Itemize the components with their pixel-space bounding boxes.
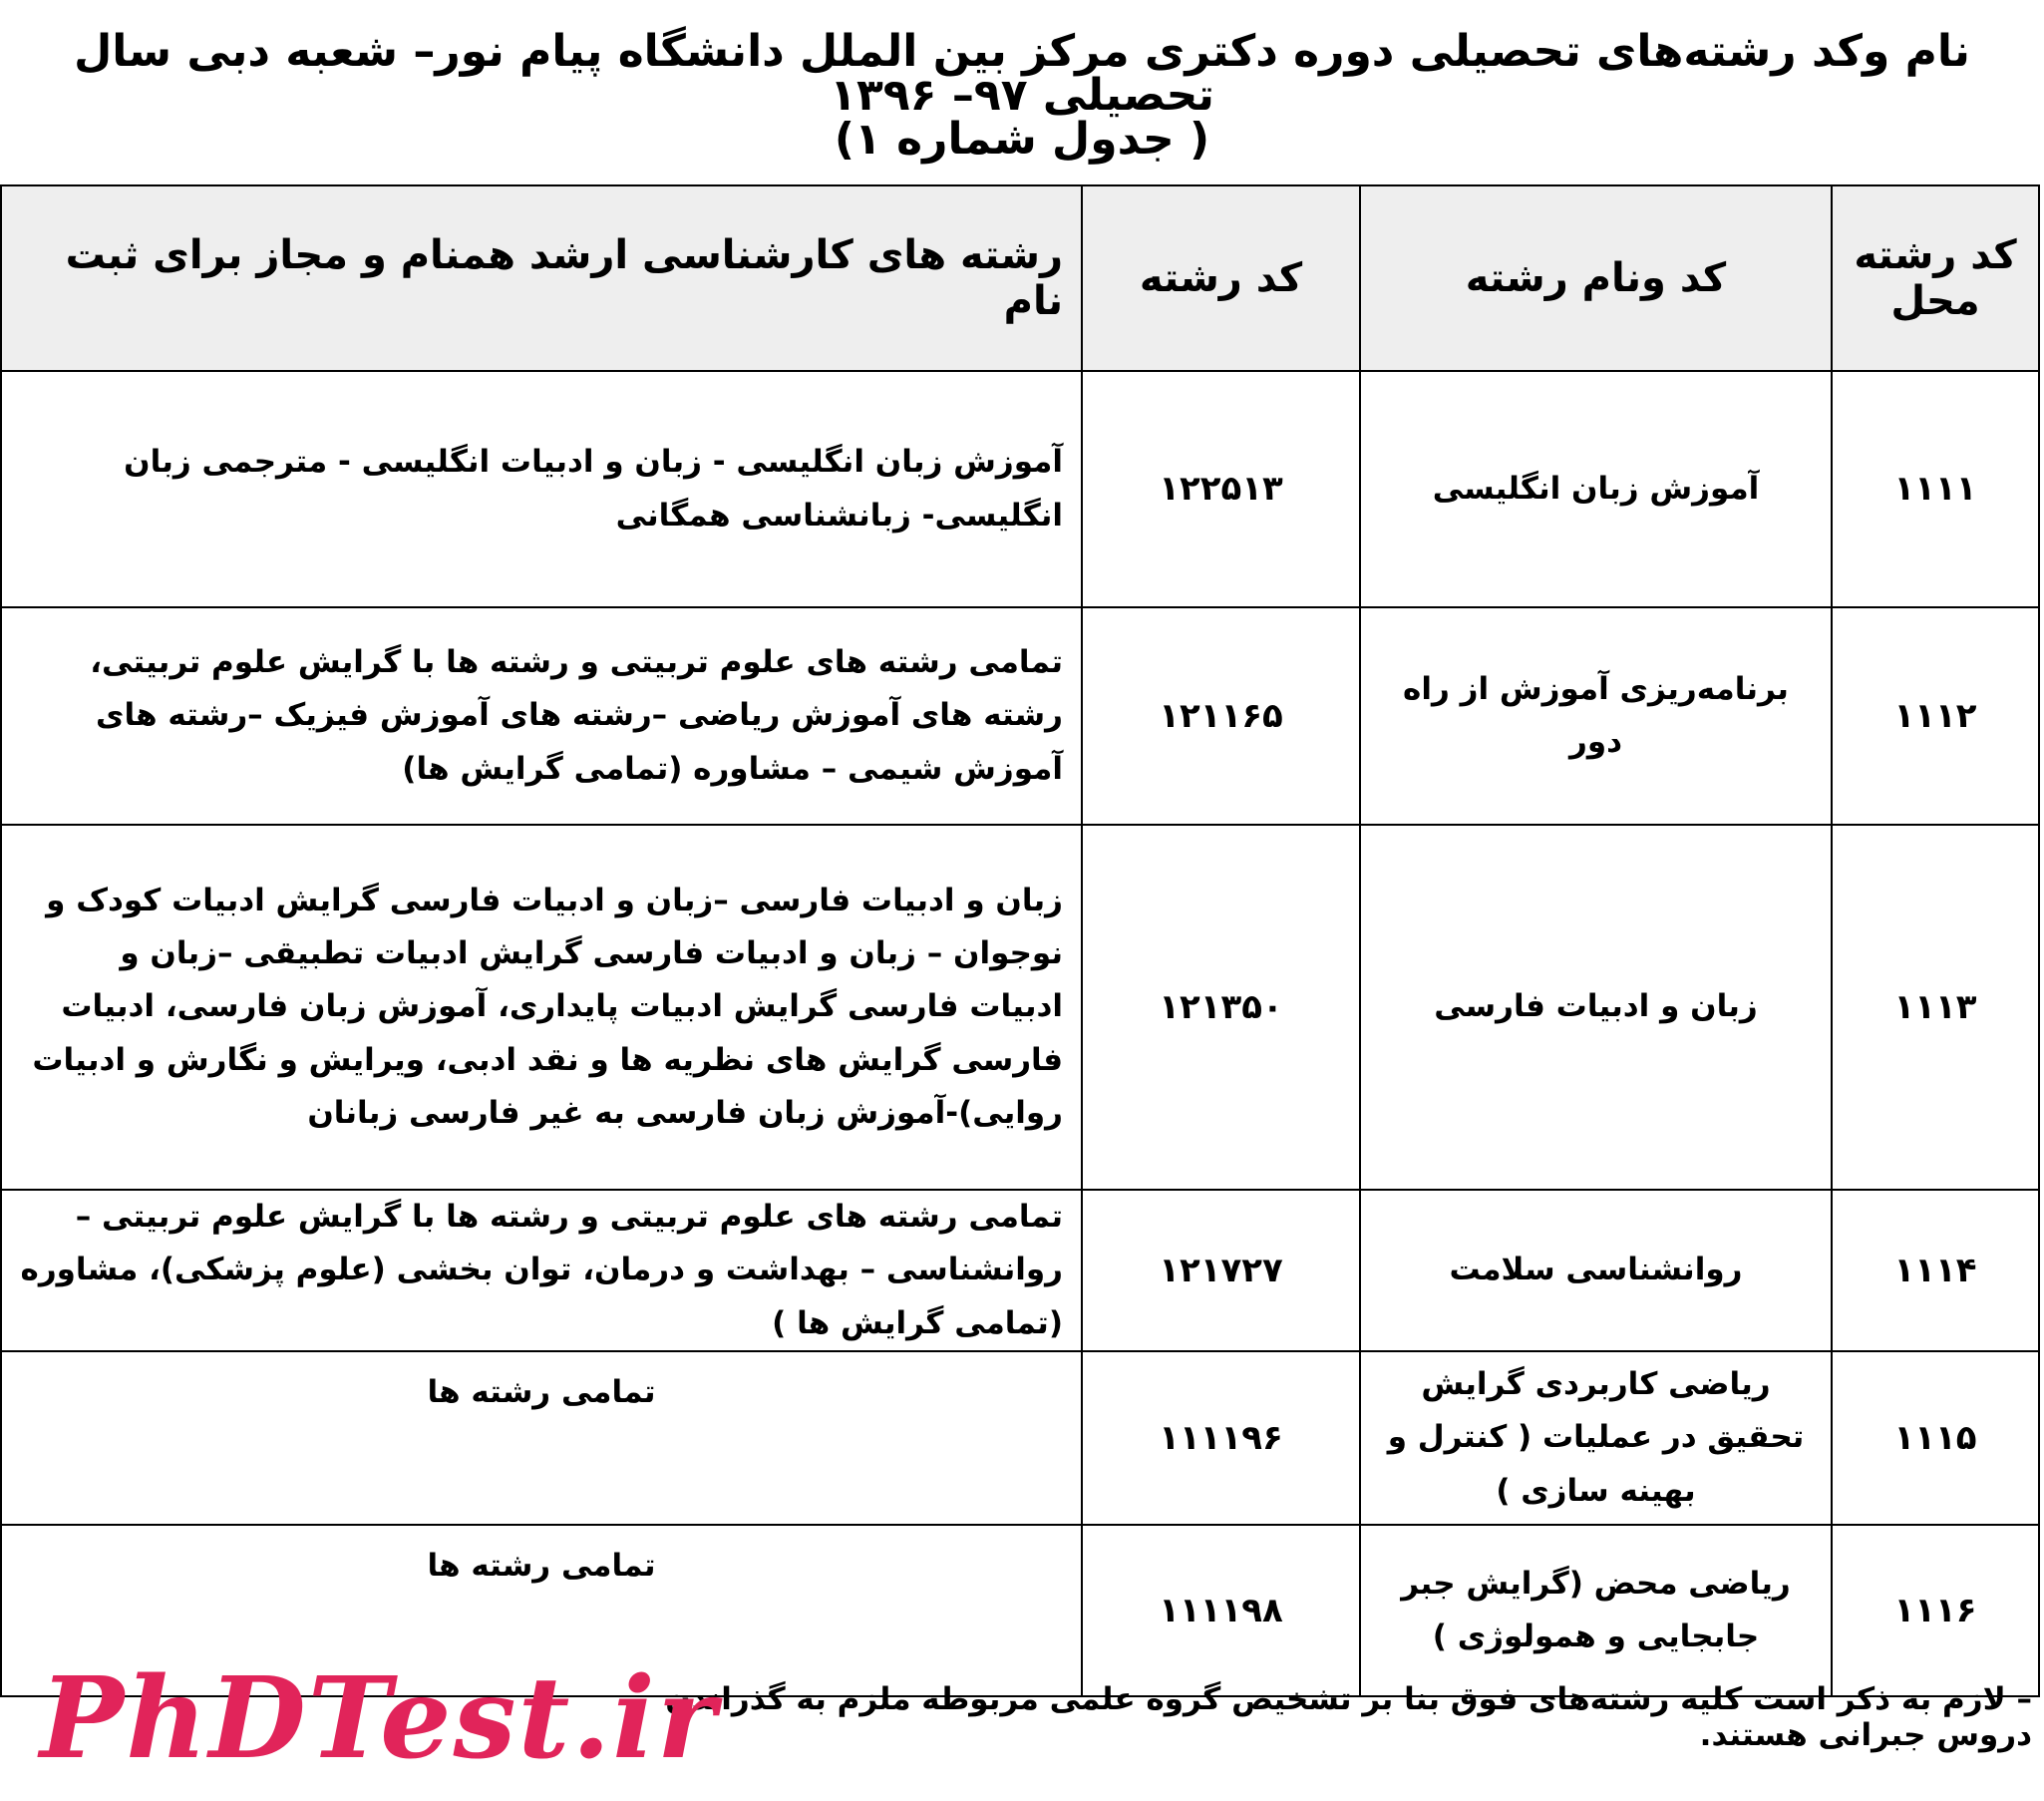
related-fields-cell: تمامی رشته های علوم تربیتی و رشته ها با گرایش علوم تربیتی –روانشناسی – بهداشت و درمان، توان بخشی (علوم پزشکی)، مشاوره (تمامی گرایش ها ) [1, 1190, 1082, 1351]
field-code-cell: ۱۲۱۳۵۰ [1082, 825, 1360, 1190]
table-caption: ( جدول شماره ۱) [834, 114, 1210, 165]
brand-logo: PhDTest.ir [40, 1653, 718, 1784]
related-fields-cell: تمامی رشته ها [1, 1525, 1082, 1696]
field-name-cell: ریاضی کاربردی گرایش تحقیق در عملیات ( کنترل و بهینه سازی ) [1360, 1351, 1832, 1525]
related-fields-cell: تمامی رشته های علوم تربیتی و رشته ها با گرایش علوم تربیتی، رشته های آموزش ریاضی –رشته های آموزش فیزیک –رشته های آموزش شیمی – مشاوره (تمامی گرایش ها) [1, 607, 1082, 825]
table-row [1, 1190, 2039, 1351]
header-place-code: کد رشته محل [1832, 185, 2039, 371]
field-code-cell: ۱۱۱۱۹۸ [1082, 1525, 1360, 1696]
table-row [1, 607, 2039, 825]
table-row [1, 1351, 2039, 1525]
header-related-fields: رشته های کارشناسی ارشد همنام و مجاز برای ثبت نام [1, 185, 1082, 371]
place-code-cell: ۱۱۱۱ [1832, 371, 2039, 607]
field-name-cell: آموزش زبان انگلیسی [1360, 371, 1832, 607]
field-name-cell: روانشناسی سلامت [1360, 1190, 1832, 1351]
place-code-cell: ۱۱۱۶ [1832, 1525, 2039, 1696]
place-code-cell: ۱۱۱۵ [1832, 1351, 2039, 1525]
header-field-code: کد رشته [1082, 185, 1360, 371]
table-row [1, 371, 2039, 607]
fields-table [0, 184, 2040, 1697]
table-row [1, 825, 2039, 1190]
field-code-cell: ۱۲۱۷۲۷ [1082, 1190, 1360, 1351]
place-code-cell: ۱۱۱۲ [1832, 607, 2039, 825]
place-code-cell: ۱۱۱۴ [1832, 1190, 2039, 1351]
field-name-cell: برنامه‌ریزی آموزش از راه دور [1360, 607, 1832, 825]
field-code-cell: ۱۲۱۱۶۵ [1082, 607, 1360, 825]
footer-note: – لازم به ذکر است کلیه رشته‌های فوق بنا بر تشخیص گروه علمی مربوطه ملزم به گذراندن دروس جبرانی هستند. [665, 1681, 2032, 1753]
page-title: نام وکد رشته‌های تحصیلی دوره دکتری مرکز بین الملل دانشگاه پیام نور– شعبه دبی سال تحصیلی ۹۷– ۱۳۹۶ [74, 26, 1970, 121]
table-header-row [1, 185, 2039, 371]
related-fields-cell: آموزش زبان انگلیسی - زبان و ادبیات انگلیسی - مترجمی زبان انگلیسی- زبانشناسی همگانی [1, 371, 1082, 607]
related-fields-cell: تمامی رشته ها [1, 1351, 1082, 1525]
related-fields-cell: زبان و ادبیات فارسی –زبان و ادبیات فارسی گرایش ادبیات کودک و نوجوان – زبان و ادبیات فارسی گرایش ادبیات تطبیقی –زبان و ادبیات فارسی گرایش ادبیات پایداری، آموزش زبان فارسی، ادبیات فارسی گرایش های نظریه ها و نقد ادبی، ویرایش و نگارش و ادبیات روایی)-آموزش زبان فارسی به غیر فارسی زبانان [1, 825, 1082, 1190]
field-code-cell: ۱۲۲۵۱۳ [1082, 371, 1360, 607]
place-code-cell: ۱۱۱۳ [1832, 825, 2039, 1190]
field-name-cell: ریاضی محض (گرایش جبر جابجایی و همولوژی ) [1360, 1525, 1832, 1696]
field-name-cell: زبان و ادبیات فارسی [1360, 825, 1832, 1190]
field-code-cell: ۱۱۱۱۹۶ [1082, 1351, 1360, 1525]
header-field-name: کد ونام رشته [1360, 185, 1832, 371]
